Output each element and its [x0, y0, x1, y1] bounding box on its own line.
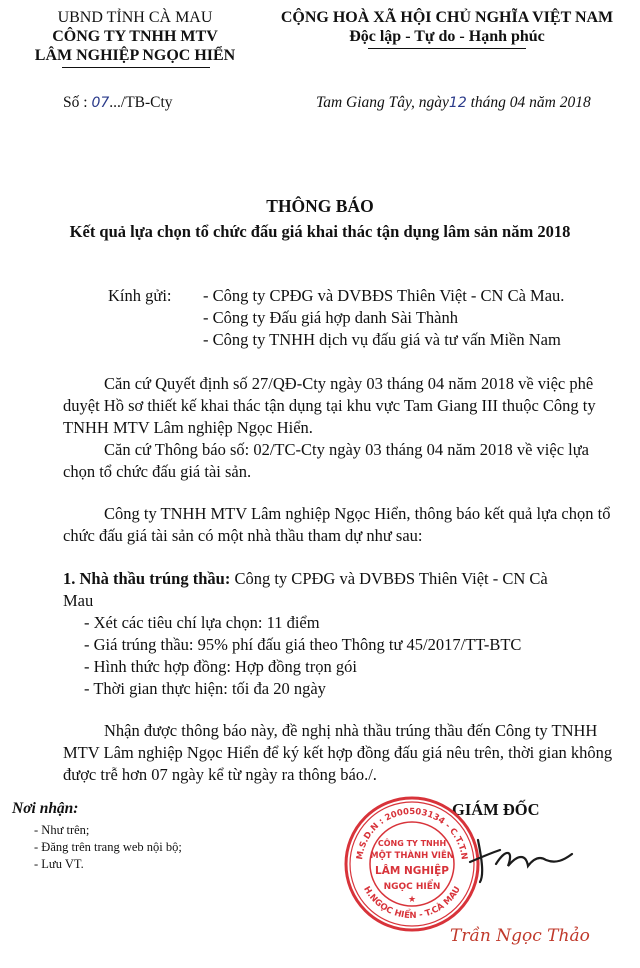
- doc-number-handwritten: 07: [91, 95, 110, 111]
- stamp-star-icon: ★: [407, 894, 417, 904]
- winner-detail-4: - Thời gian thực hiện: tối đa 20 ngày: [84, 679, 326, 698]
- header-company-line2: LÂM NGHIỆP NGỌC HIỂN: [34, 47, 236, 64]
- paragraph-2-line-2: chọn tổ chức đấu giá tài sản.: [63, 462, 252, 481]
- stamp-line-4: NGỌC HIỂN: [383, 882, 441, 892]
- footer-recipients-label: Nơi nhận:: [12, 800, 79, 817]
- signer-name: Trần Ngọc Thảo: [450, 926, 590, 946]
- recipient-item-2: - Công ty Đấu giá hợp danh Sài Thành: [203, 308, 458, 327]
- winner-detail-2: - Giá trúng thầu: 95% phí đấu giá theo Thông tư 45/2017/TT-BTC: [84, 635, 522, 654]
- header-company-line1: CÔNG TY TNHH MTV: [52, 28, 218, 45]
- stamp-line-2: MỘT THÀNH VIÊN: [370, 851, 454, 861]
- winner-value: Công ty CPĐG và DVBĐS Thiên Việt - CN Cà: [230, 569, 548, 588]
- header-right-underline: [368, 48, 526, 49]
- stamp-line-3: LÂM NGHIỆP: [375, 865, 449, 877]
- document-subtitle: Kết quả lựa chọn tổ chức đấu giá khai thác tận dụng lâm sản năm 2018: [69, 222, 571, 241]
- place-date-prefix: Tam Giang Tây, ngày: [316, 94, 449, 111]
- recipient-item-1: - Công ty CPĐG và DVBĐS Thiên Việt - CN Cà Mau.: [203, 286, 565, 305]
- winner-line-1: [63, 568, 548, 590]
- stamp-ring-top: M.S.D.N : 2000503134 - C.T.T.N: [355, 806, 469, 861]
- closing-line-2: MTV Lâm nghiệp Ngọc Hiển để ký kết hợp đồng đấu giá nêu trên, thời gian không: [63, 743, 613, 762]
- national-motto: CỘNG HOÀ XÃ HỘI CHỦ NGHĨA VIỆT NAM: [280, 9, 614, 26]
- paragraph-1-line-3: TNHH MTV Lâm nghiệp Ngọc Hiển.: [63, 418, 313, 437]
- header-right: [262, 8, 632, 46]
- place-date-suffix: tháng 04 năm 2018: [466, 94, 591, 111]
- header-left: [20, 8, 250, 65]
- place-date: [316, 92, 591, 114]
- footer-recipient-3: - Lưu VT.: [34, 857, 84, 871]
- winner-label: 1. Nhà thầu trúng thầu:: [63, 569, 231, 588]
- doc-number-suffix: .../TB-Cty: [109, 94, 173, 111]
- national-slogan: Độc lập - Tự do - Hạnh phúc: [349, 28, 545, 45]
- paragraph-2-line-1: Căn cứ Thông báo số: 02/TC-Cty ngày 03 tháng 04 năm 2018 về việc lựa: [104, 440, 590, 459]
- header-left-underline: [62, 67, 210, 68]
- footer-recipient-2: - Đăng trên trang web nội bộ;: [34, 840, 182, 854]
- footer-recipient-1: - Như trên;: [34, 823, 90, 837]
- header-province: UBND TỈNH CÀ MAU: [57, 9, 213, 26]
- document-title: THÔNG BÁO: [266, 196, 374, 216]
- winner-detail-1: - Xét các tiêu chí lựa chọn: 11 điểm: [84, 613, 320, 632]
- date-day-handwritten: 12: [448, 95, 467, 111]
- closing-line-3: được trễ hơn 07 ngày kể từ ngày ra thông báo./.: [63, 765, 377, 784]
- stamp-line-1: CÔNG TY TNHH: [377, 839, 447, 848]
- winner-line-2: Mau: [63, 591, 94, 610]
- doc-number-prefix: Số :: [63, 94, 92, 111]
- paragraph-1-line-2: duyệt Hồ sơ thiết kế khai thác tận dụng tại khu vực Tam Giang III thuộc Công ty: [63, 396, 596, 415]
- paragraph-3-line-1: Công ty TNHH MTV Lâm nghiệp Ngọc Hiển, thông báo kết quả lựa chọn tổ: [104, 504, 611, 523]
- signer-position: GIÁM ĐỐC: [452, 800, 540, 819]
- paragraph-3-line-2: chức đấu giá tài sản có một nhà thầu tham dự như sau:: [63, 526, 423, 545]
- paragraph-1-line-1: Căn cứ Quyết định số 27/QĐ-Cty ngày 03 tháng 04 năm 2018 về việc phê: [104, 374, 594, 393]
- recipients-label: Kính gửi:: [108, 286, 172, 305]
- closing-line-1: Nhận được thông báo này, đề nghị nhà thầu trúng thầu đến Công ty TNHH: [104, 721, 598, 740]
- handwritten-signature: [448, 820, 578, 890]
- document-number: [63, 92, 173, 114]
- recipient-item-3: - Công ty TNHH dịch vụ đấu giá và tư vấn Miền Nam: [203, 330, 561, 349]
- stamp-ring-bottom: H.NGỌC HIỂN - T.CÀ MAU: [361, 884, 463, 922]
- winner-detail-3: - Hình thức hợp đồng: Hợp đồng trọn gói: [84, 657, 357, 676]
